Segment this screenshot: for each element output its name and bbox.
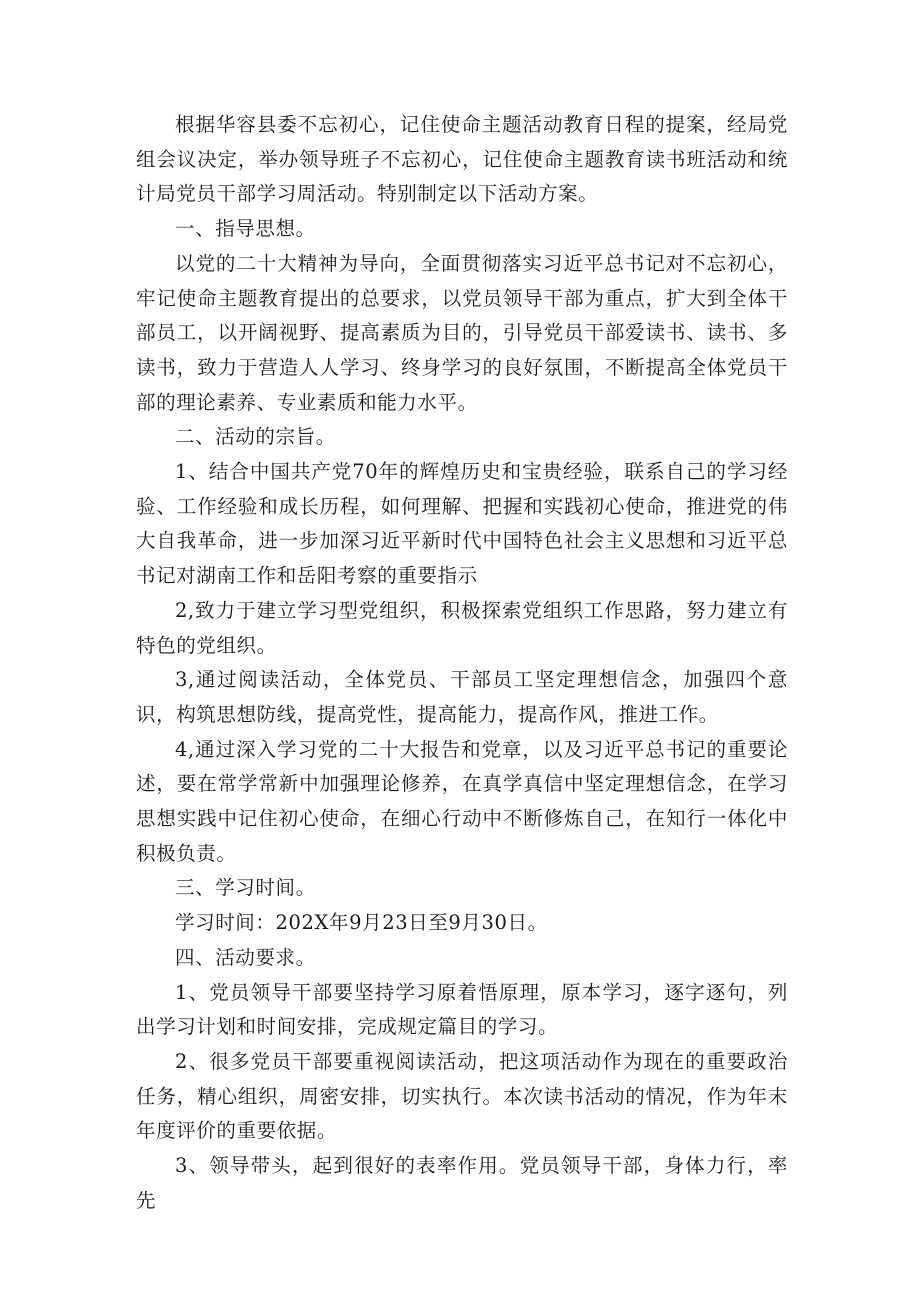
requirement-item-3: 3、领导带头，起到很好的表率作用。党员领导干部，身体力行，率先 xyxy=(136,1154,788,1212)
document-body xyxy=(136,108,788,1219)
section-heading-guiding-ideology: 一、指导思想。 xyxy=(175,217,316,241)
section-heading-requirements: 四、活动要求。 xyxy=(175,945,316,969)
purpose-item-2: 2,致力于建立学习型党组织，积极探索党组织工作思路，努力建立有特色的党组织。 xyxy=(136,598,788,657)
purpose-item-3: 3,通过阅读活动，全体党员、干部员工坚定理想信念，加强四个意识，构筑思想防线，提高党性，提高能力，提高作风，推进工作。 xyxy=(136,668,788,726)
section-heading-purpose: 二、活动的宗旨。 xyxy=(175,425,336,449)
requirement-item-2: 2、很多党员干部要重视阅读活动，把这项活动作为现在的重要政治任务，精心组织，周密安排，切实执行。本次读书活动的情况，作为年末年度评价的重要依据。 xyxy=(136,1049,788,1143)
section-heading-study-time: 三、学习时间。 xyxy=(175,876,316,900)
guiding-ideology-paragraph: 以党的二十大精神为导向，全面贯彻落实习近平总书记对不忘初心，牢记使命主题教育提出的总要求，以党员领导干部为重点，扩大到全体干部员工，以开阔视野、提高素质为目的，引导党员干部爱读书、读书、多读书，致力于营造人人学习、终身学习的良好氛围，不断提高全体党员干部的理论素养、专业素质和能力水平。 xyxy=(136,251,788,414)
requirement-item-1: 1、党员领导干部要坚持学习原着悟原理，原本学习，逐字逐句，列出学习计划和时间安排，完成规定篇目的学习。 xyxy=(136,980,788,1039)
purpose-item-1: 1、结合中国共产党70年的辉煌历史和宝贵经验，联系自己的学习经验、工作经验和成长历程，如何理解、把握和实践初心使命，推进党的伟大自我革命，进一步加深习近平新时代中国特色社会主义思想和习近平总书记对湖南工作和岳阳考察的重要指示 xyxy=(136,460,788,588)
intro-paragraph: 根据华容县委不忘初心，记住使命主题活动教育日程的提案，经局党组会议决定，举办领导班子不忘初心，记住使命主题教育读书班活动和统计局党员干部学习周活动。特别制定以下活动方案。 xyxy=(136,113,788,206)
purpose-item-4: 4,通过深入学习党的二十大报告和党章，以及习近平总书记的重要论述，要在常学常新中加强理论修养，在真学真信中坚定理想信念，在学习思想实践中记住初心使命，在细心行动中不断修炼自己，在知行一体化中积极负责。 xyxy=(136,737,788,865)
study-time-paragraph: 学习时间：202X年9月23日至9月30日。 xyxy=(175,911,548,935)
